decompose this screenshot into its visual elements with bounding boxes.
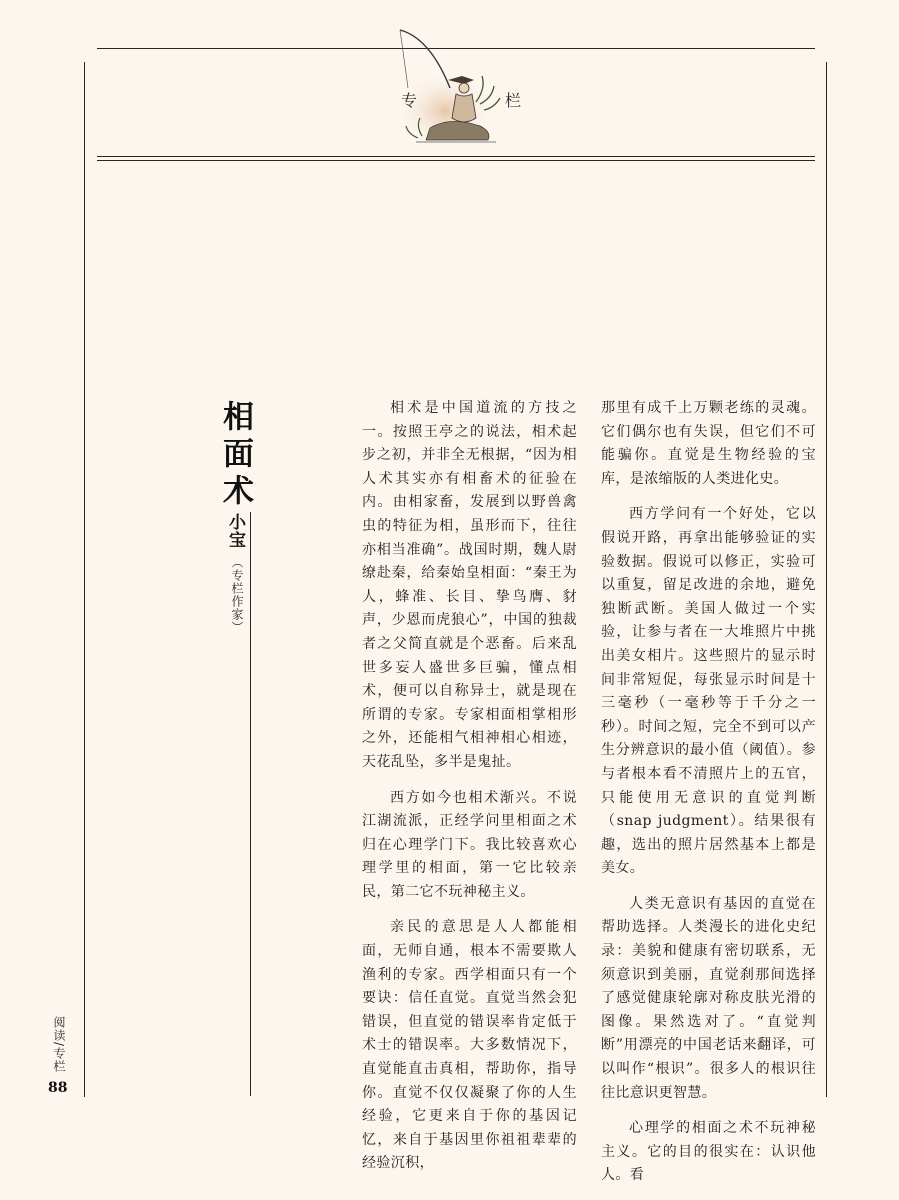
section-label-left: 专 (401, 91, 418, 110)
section-label-right: 栏 (505, 91, 522, 110)
author-role: （专栏作家） (230, 556, 244, 634)
paragraph: 心理学的相面之术不玩神秘主义。它的目的很实在：认识他人。看 (601, 1120, 816, 1184)
paragraph: 相术是中国道流的方技之一。按照王亭之的说法，相术起步之初，并非全无根据，“因为相人术其实亦有相畜术的征验在内。由相家畜，发展到以野兽禽虫的特征为相，虽形而下，往往亦相当准确”。战国时期，魏人尉缭赴秦，给秦始皇相面：“秦王为人，蜂准、长目、挚鸟膺、豺声，少恩而虎狼心”，中国的独裁者之父简直就是个恶畜。后来乱世多妄人盛世多巨骗，懂点相术，便可以自称异士，就是现在所谓的专家。专家相面相掌相形之外，还能相气相神相心相迹，天花乱坠，多半是鬼扯。 (362, 400, 577, 770)
paragraph: 那里有成千上万颗老练的灵魂。它们偶尔也有失误，但它们不可能骗你。直觉是生物经验的宝库，是浓缩版的人类进化史。 (601, 400, 816, 487)
fisherman-illustration (360, 18, 510, 153)
author-name: 小宝 (225, 513, 245, 549)
left-page-rule (84, 62, 85, 1097)
article-column-2 (601, 397, 816, 1200)
page-number: 88 (48, 1080, 68, 1096)
paragraph: 人类无意识有基因的直觉在帮助选择。人类漫长的进化史纪录：美貌和健康有密切联系，无须意识到美丽，直觉刹那间选择了感觉健康轮廓对称皮肤光滑的图像。果然选对了。“直觉判断”用漂亮的中国老话来翻译，可以叫作“根识”。很多人的根识往往比意识更智慧。 (601, 895, 816, 1101)
header-double-rule-top (97, 156, 815, 157)
paragraph: 亲民的意思是人人都能相面，无师自通，根本不需要欺人渔利的专家。西学相面只有一个要诀：信任直觉。直觉当然会犯错误，但直觉的错误率肯定低于术士的错误率。大多数情况下，直觉能直击真相，帮助你，指导你。直觉不仅仅凝聚了你的人生经验，它更来自于你的基因记忆，来自于基因里你祖祖辈辈的经验沉积， (362, 919, 577, 1172)
paragraph: 西方学问有一个好处，它以假说开路，再拿出能够验证的实验数据。假说可以修正，实验可以重复，留足改进的余地，避免独断武断。美国人做过一个实验，让参与者在一大堆照片中挑出美女相片。这些照片的显示时间非常短促，每张显示时间是十三毫秒（一毫秒等于千分之一秒）。时间之短，完全不到可以产生分辨意识的最小值（阈值）。参与者根本看不清照片上的五官，只能使用无意识的直觉判断（snap judgment）。结果很有趣，选出的照片居然基本上都是美女。 (601, 506, 816, 877)
header-double-rule-bottom (97, 160, 815, 161)
right-page-rule (826, 62, 827, 1097)
author-divider (250, 512, 251, 1096)
article-column-1 (362, 397, 577, 1188)
paragraph: 西方如今也相术渐兴。不说江湖流派，正经学问里相面之术归在心理学门下。我比较喜欢心理学里的相面，第一它比较亲民，第二它不玩神秘主义。 (362, 789, 577, 900)
footer-section-label: 阅读/专栏 (52, 1016, 66, 1074)
article-title: 相面术 (217, 400, 253, 511)
